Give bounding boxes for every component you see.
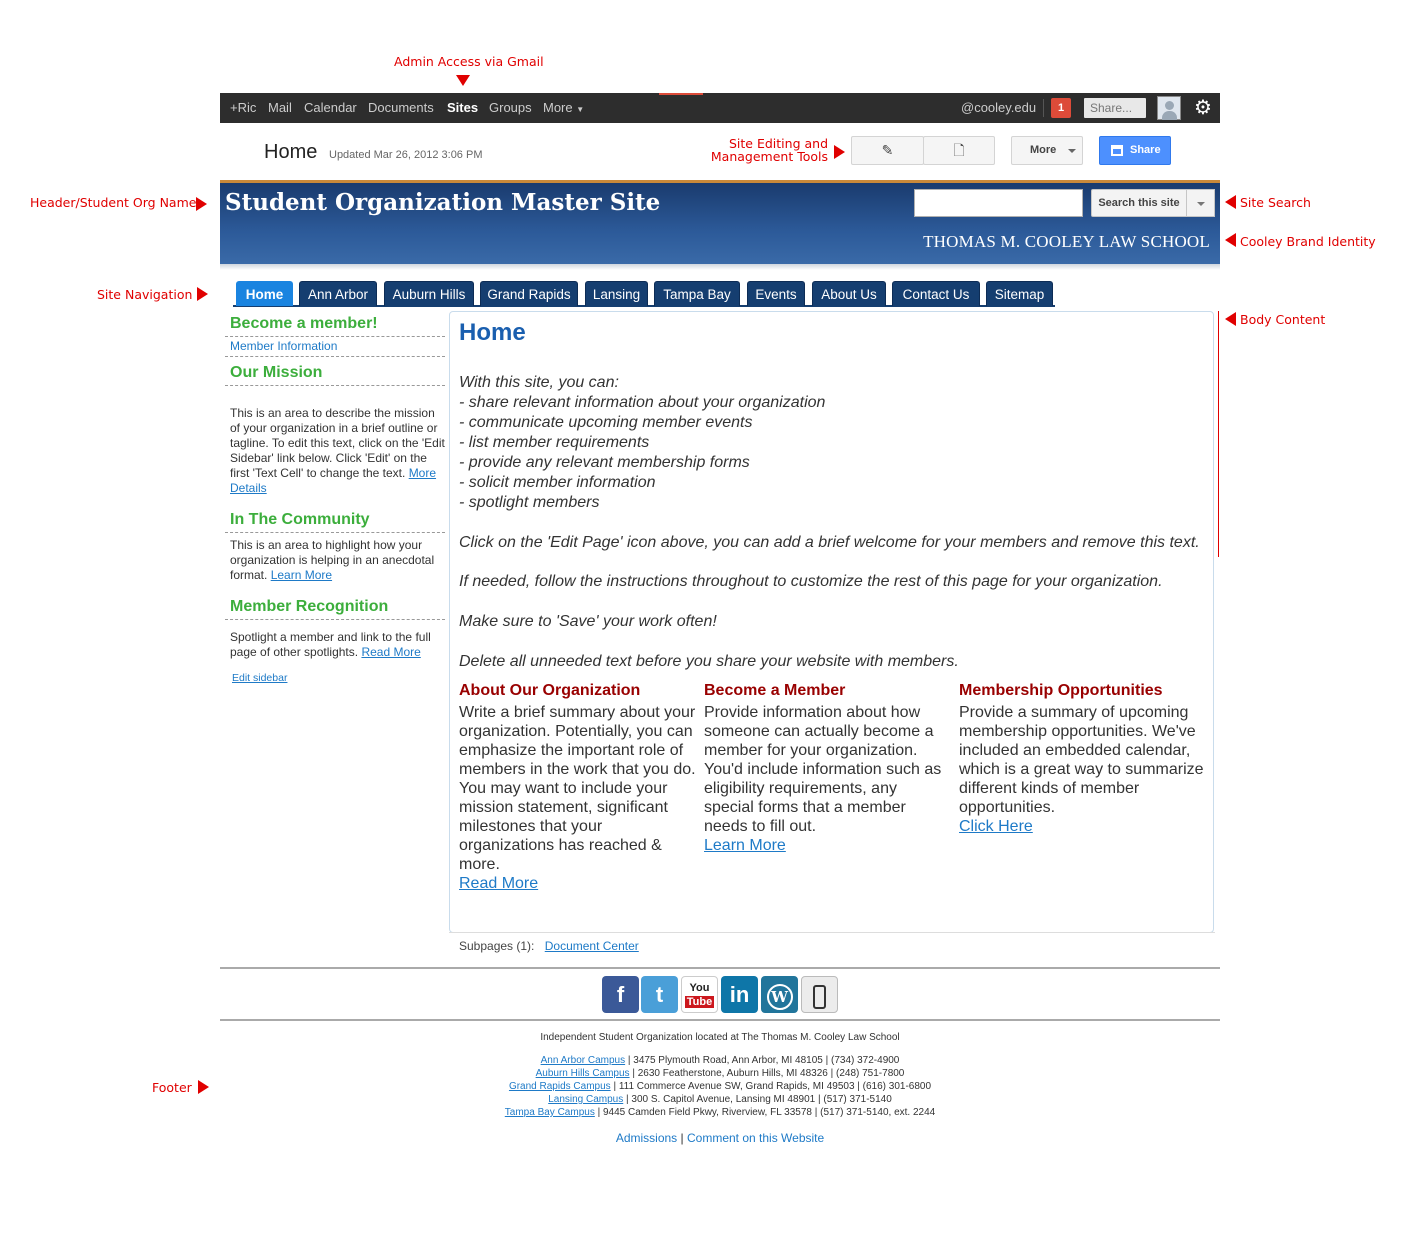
column-body: Provide a summary of upcoming membership opportunities. We've included an embedded calendar, which is a great way to summarize different kinds of member opportunities. (959, 704, 1204, 816)
campus-link[interactable]: Lansing Campus (548, 1094, 624, 1105)
campus-link[interactable]: Grand Rapids Campus (508, 1081, 611, 1092)
annotation-footer: Footer (152, 1080, 192, 1095)
mission-text: This is an area to describe the mission of your organization in a brief outline or tagline. To edit this text, click on the 'Edit Sidebar' link below. Click 'Edit' on the first 'Text Cell' to change the text. (230, 406, 445, 480)
read-more-link[interactable]: Read More (361, 645, 421, 659)
subpages-label: Subpages (1): (459, 939, 535, 953)
sidebar-divider (225, 532, 445, 533)
active-indicator (659, 93, 703, 95)
sidebar-community-text (230, 538, 445, 583)
tab-sitemap[interactable]: Sitemap (986, 281, 1053, 306)
learn-more-link[interactable]: Learn More (704, 837, 786, 854)
column-heading: Membership Opportunities (959, 682, 1163, 699)
intro-line: - share relevant information about your organization (459, 394, 826, 411)
sidebar-divider (225, 336, 445, 337)
edit-sidebar-link[interactable]: Edit sidebar (232, 672, 288, 684)
arrow-left-icon (1225, 312, 1236, 326)
annotation-site-search: Site Search (1240, 195, 1311, 210)
share-button[interactable] (1099, 136, 1171, 165)
arrow-down-icon (456, 75, 470, 86)
gbar-more-label: More (543, 100, 573, 115)
recognition-text: Spotlight a member and link to the full page of other spotlights. (230, 630, 431, 659)
arrow-left-icon (1225, 195, 1236, 209)
gbar-item-sites[interactable]: Sites (447, 100, 479, 115)
more-actions-button[interactable] (1011, 136, 1083, 165)
more-actions-label: More (1030, 144, 1057, 156)
search-input[interactable] (914, 189, 1083, 217)
tab-auburn-hills[interactable]: Auburn Hills (384, 281, 474, 306)
campus-info: | 9445 Camden Field Pkwy, Riverview, FL 33578 | (517) 371-5140, ext. 2244 (594, 1107, 936, 1118)
header-shadow (220, 264, 1220, 270)
facebook-icon[interactable]: f (602, 976, 639, 1013)
document-center-link[interactable]: Document Center (544, 939, 639, 953)
share-building-icon (1111, 145, 1123, 156)
gbar-item-groups[interactable]: Groups (489, 100, 532, 115)
campus-line (220, 1094, 1220, 1105)
annotation-site-navigation: Site Navigation (97, 287, 193, 302)
content-paragraph: Click on the 'Edit Page' icon above, you can add a brief welcome for your members and remove this text. (459, 534, 1200, 551)
gbar-item-ric[interactable]: +Ric (230, 100, 257, 115)
sidebar-divider (225, 619, 445, 620)
annotation-site-editing-line2: Management Tools (710, 149, 828, 164)
notification-badge[interactable]: 1 (1051, 98, 1071, 118)
arrow-right-icon (196, 197, 207, 211)
member-information-link[interactable]: Member Information (230, 339, 338, 353)
column-text (704, 703, 949, 855)
comment-link[interactable]: Comment on this Website (687, 1131, 825, 1145)
body-content-bracket (1218, 311, 1219, 557)
annotation-admin-access: Admin Access via Gmail (394, 54, 544, 69)
page-updated: Updated Mar 26, 2012 3:06 PM (329, 149, 483, 161)
gbar-item-mail[interactable]: Mail (268, 100, 292, 115)
column-text (459, 703, 697, 893)
campus-link[interactable]: Auburn Hills Campus (535, 1068, 630, 1079)
footer-link-separator: | (680, 1131, 684, 1145)
caret-down-icon (1068, 149, 1076, 153)
wordpress-icon[interactable]: W (761, 976, 798, 1013)
search-options-dropdown[interactable] (1186, 189, 1215, 217)
linkedin-icon[interactable]: in (721, 976, 758, 1013)
annotation-header-name: Header/Student Org Name (30, 195, 197, 210)
page-title: Home (264, 141, 318, 163)
tab-lansing[interactable]: Lansing (585, 281, 648, 306)
campus-link[interactable]: Tampa Bay Campus (504, 1107, 595, 1118)
gbar-item-documents[interactable]: Documents (368, 100, 434, 115)
column-heading: About Our Organization (459, 682, 641, 699)
arrow-left-icon (1225, 233, 1236, 247)
campus-info: | 111 Commerce Avenue SW, Grand Rapids, MI 49503 | (616) 301-6800 (610, 1081, 932, 1092)
sidebar-community-heading: In The Community (230, 511, 370, 528)
intro-line: - communicate upcoming member events (459, 414, 753, 431)
avatar-head (1165, 101, 1174, 110)
footer-divider (220, 1019, 1220, 1021)
content-title: Home (459, 319, 526, 346)
search-button[interactable]: Search this site (1091, 189, 1187, 217)
annotation-site-editing-line1: Site Editing and (729, 136, 828, 151)
column-text (959, 703, 1204, 836)
gbar-item-more[interactable] (543, 93, 584, 123)
campus-info: | 2630 Featherstone, Auburn Hills, MI 48326 | (248) 751-7800 (629, 1068, 905, 1079)
tab-ann-arbor[interactable]: Ann Arbor (299, 281, 377, 306)
gbar-divider (1043, 99, 1044, 117)
campus-link[interactable]: Ann Arbor Campus (540, 1055, 626, 1066)
twitter-icon[interactable]: t (641, 976, 678, 1013)
content-paragraph: Make sure to 'Save' your work often! (459, 613, 717, 630)
click-here-link[interactable]: Click Here (959, 818, 1033, 835)
column-body: Write a brief summary about your organization. Potentially, you can emphasize the important role of members in the work that you do. You may want to include your mission statement, significant milestones that your organizations has reached & more. (459, 704, 696, 873)
youtube-icon[interactable]: You Tube (681, 976, 718, 1013)
brand-identity: THOMAS M. COOLEY LAW SCHOOL (923, 232, 1210, 251)
caret-down-icon (1197, 202, 1205, 206)
campus-line (220, 1068, 1220, 1079)
tab-tampa-bay[interactable]: Tampa Bay (654, 281, 740, 306)
annotation-brand-identity: Cooley Brand Identity (1240, 234, 1376, 249)
intro-line: - list member requirements (459, 434, 650, 451)
campus-line (220, 1055, 1220, 1066)
share-label: Share (1130, 144, 1161, 156)
more-details-link[interactable]: More Details (230, 466, 437, 495)
content-paragraph: If needed, follow the instructions throughout to customize the rest of this page for your organization. (459, 573, 1163, 590)
column-heading: Become a Member (704, 682, 846, 699)
tab-grand-rapids[interactable]: Grand Rapids (480, 281, 578, 306)
footer-divider (220, 967, 1220, 969)
campus-line (220, 1107, 1220, 1118)
sidebar-mission-heading: Our Mission (230, 364, 323, 381)
new-page-icon: 🗋 (953, 142, 965, 158)
sidebar-recognition-heading: Member Recognition (230, 598, 389, 615)
content-paragraph: Delete all unneeded text before you share your website with members. (459, 653, 959, 670)
tab-contact-us[interactable]: Contact Us (892, 281, 980, 306)
column-body: Provide information about how someone can actually become a member for your organization. You'd include information such as eligibility requirements, any special forms that a member needs to fill out. (704, 704, 942, 835)
gear-icon[interactable]: ⚙ (1194, 97, 1212, 119)
annotation-site-editing (710, 137, 828, 163)
campus-info: | 300 S. Capitol Avenue, Lansing MI 48901 | (517) 371-5140 (623, 1094, 892, 1105)
intro-line: - provide any relevant membership forms (459, 454, 750, 471)
sidebar-become-member-heading[interactable]: Become a member! (230, 315, 378, 332)
annotation-body-content: Body Content (1240, 312, 1326, 327)
site-header (220, 180, 1220, 264)
tab-events[interactable]: Events (747, 281, 805, 306)
campus-info: | 3475 Plymouth Road, Ann Arbor, MI 48105 | (734) 372-4900 (625, 1055, 900, 1066)
tab-home[interactable]: Home (236, 281, 293, 306)
intro-line: - spotlight members (459, 494, 600, 511)
site-title[interactable]: Student Organization Master Site (225, 189, 661, 216)
arrow-right-icon (198, 1080, 209, 1094)
intro-line: - solicit member information (459, 474, 656, 491)
footer-tagline: Independent Student Organization located at The Thomas M. Cooley Law School (540, 1032, 900, 1043)
footer-links (220, 1131, 1220, 1145)
sidebar-recognition-text (230, 630, 445, 660)
arrow-right-icon (197, 287, 208, 301)
campus-line (220, 1081, 1220, 1092)
avatar-body (1162, 111, 1177, 120)
read-more-link[interactable]: Read More (459, 875, 539, 892)
arrow-right-icon (834, 145, 845, 159)
avatar[interactable] (1157, 96, 1181, 120)
pencil-icon: ✎ (881, 142, 894, 158)
edit-page-button[interactable] (851, 136, 924, 165)
sidebar-mission-text (230, 406, 445, 496)
tab-about-us[interactable]: About Us (812, 281, 886, 306)
google-bar (220, 93, 1220, 123)
admissions-link[interactable]: Admissions (615, 1131, 678, 1145)
sidebar-divider (225, 385, 445, 386)
mobile-icon[interactable] (801, 976, 838, 1013)
subpages (459, 939, 639, 953)
gbar-item-calendar[interactable]: Calendar (304, 100, 357, 115)
caret-down-icon: ▼ (576, 105, 585, 114)
subpages-divider (449, 932, 1215, 933)
gbar-account[interactable]: @cooley.edu (961, 100, 1037, 115)
sidebar-divider (225, 356, 445, 357)
community-text: This is an area to highlight how your organization is helping in an anecdotal format. (230, 538, 435, 582)
new-page-button[interactable] (923, 136, 995, 165)
learn-more-link[interactable]: Learn More (270, 568, 333, 582)
gbar-share-box[interactable]: Share... (1084, 98, 1146, 118)
intro-line: With this site, you can: (459, 374, 619, 391)
